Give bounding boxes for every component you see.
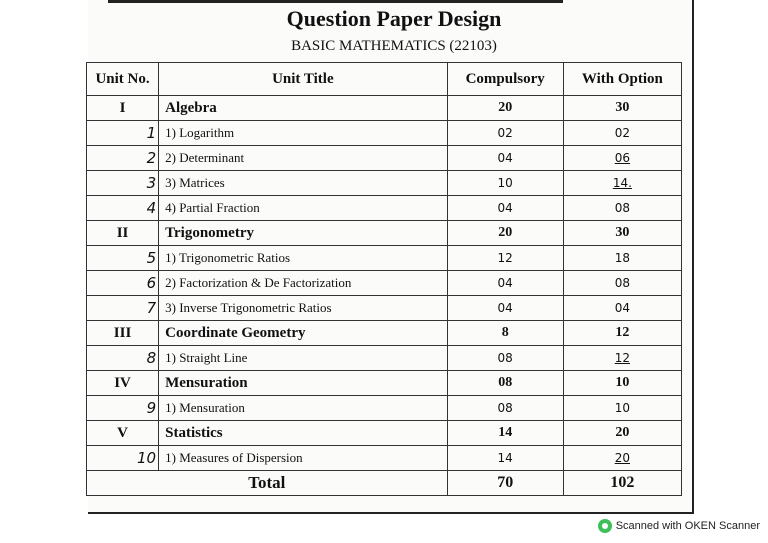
topic-row bbox=[87, 296, 682, 321]
topic-compulsory: 02 bbox=[447, 121, 563, 146]
unit-title: Trigonometry bbox=[159, 221, 447, 246]
topic-title: 2) Factorization & De Factorization bbox=[159, 271, 447, 296]
topic-title: 3) Matrices bbox=[159, 171, 447, 196]
unit-option: 30 bbox=[563, 221, 681, 246]
topic-row bbox=[87, 271, 682, 296]
topic-option: 20 bbox=[563, 446, 681, 471]
topic-compulsory: 12 bbox=[447, 246, 563, 271]
topic-row bbox=[87, 171, 682, 196]
scanner-logo-icon bbox=[598, 519, 612, 533]
unit-option: 10 bbox=[563, 371, 681, 396]
topic-option: 04 bbox=[563, 296, 681, 321]
total-option: 102 bbox=[563, 471, 681, 496]
question-paper-table bbox=[86, 62, 682, 496]
topic-compulsory: 08 bbox=[447, 346, 563, 371]
topic-handwritten-number: 2 bbox=[87, 146, 159, 171]
unit-title: Algebra bbox=[159, 96, 447, 121]
topic-option: 06 bbox=[563, 146, 681, 171]
total-compulsory: 70 bbox=[447, 471, 563, 496]
topic-row bbox=[87, 246, 682, 271]
topic-handwritten-number: 10 bbox=[87, 446, 159, 471]
topic-title: 4) Partial Fraction bbox=[159, 196, 447, 221]
header-compulsory: Compulsory bbox=[447, 63, 563, 96]
topic-row bbox=[87, 396, 682, 421]
topic-row bbox=[87, 346, 682, 371]
topic-compulsory: 08 bbox=[447, 396, 563, 421]
topic-option: 14. bbox=[563, 171, 681, 196]
topic-option: 12 bbox=[563, 346, 681, 371]
unit-number: I bbox=[87, 96, 159, 121]
unit-compulsory: 20 bbox=[447, 96, 563, 121]
topic-option: 18 bbox=[563, 246, 681, 271]
topic-title: 1) Trigonometric Ratios bbox=[159, 246, 447, 271]
scanner-watermark-text: Scanned with OKEN Scanner bbox=[615, 520, 760, 532]
page-subtitle: BASIC MATHEMATICS (22103) bbox=[291, 38, 497, 54]
topic-title: 1) Straight Line bbox=[159, 346, 447, 371]
topic-row bbox=[87, 121, 682, 146]
unit-row bbox=[87, 421, 682, 446]
unit-title: Statistics bbox=[159, 421, 447, 446]
unit-compulsory: 8 bbox=[447, 321, 563, 346]
topic-handwritten-number: 6 bbox=[87, 271, 159, 296]
topic-title: 1) Measures of Dispersion bbox=[159, 446, 447, 471]
unit-title: Mensuration bbox=[159, 371, 447, 396]
topic-option: 08 bbox=[563, 271, 681, 296]
unit-option: 30 bbox=[563, 96, 681, 121]
topic-compulsory: 04 bbox=[447, 296, 563, 321]
topic-title: 3) Inverse Trigonometric Ratios bbox=[159, 296, 447, 321]
header-unit-title: Unit Title bbox=[159, 63, 447, 96]
topic-title: 1) Logarithm bbox=[159, 121, 447, 146]
unit-row bbox=[87, 221, 682, 246]
unit-compulsory: 20 bbox=[447, 221, 563, 246]
topic-title: 1) Mensuration bbox=[159, 396, 447, 421]
topic-row bbox=[87, 446, 682, 471]
topic-handwritten-number: 9 bbox=[87, 396, 159, 421]
table-header-row bbox=[87, 63, 682, 96]
unit-compulsory: 08 bbox=[447, 371, 563, 396]
topic-option: 02 bbox=[563, 121, 681, 146]
top-rule bbox=[108, 0, 563, 3]
topic-title: 2) Determinant bbox=[159, 146, 447, 171]
unit-option: 12 bbox=[563, 321, 681, 346]
topic-handwritten-number: 1 bbox=[87, 121, 159, 146]
unit-row bbox=[87, 371, 682, 396]
unit-row bbox=[87, 321, 682, 346]
topic-compulsory: 04 bbox=[447, 146, 563, 171]
unit-number: V bbox=[87, 421, 159, 446]
unit-title: Coordinate Geometry bbox=[159, 321, 447, 346]
topic-option: 08 bbox=[563, 196, 681, 221]
header-unit-no: Unit No. bbox=[87, 63, 159, 96]
topic-row bbox=[87, 146, 682, 171]
unit-option: 20 bbox=[563, 421, 681, 446]
topic-handwritten-number: 4 bbox=[87, 196, 159, 221]
unit-row bbox=[87, 96, 682, 121]
topic-row bbox=[87, 196, 682, 221]
total-label: Total bbox=[87, 471, 448, 496]
topic-handwritten-number: 8 bbox=[87, 346, 159, 371]
topic-option: 10 bbox=[563, 396, 681, 421]
header-with-option: With Option bbox=[563, 63, 681, 96]
topic-handwritten-number: 7 bbox=[87, 296, 159, 321]
topic-handwritten-number: 3 bbox=[87, 171, 159, 196]
topic-compulsory: 04 bbox=[447, 196, 563, 221]
unit-number: II bbox=[87, 221, 159, 246]
topic-handwritten-number: 5 bbox=[87, 246, 159, 271]
topic-compulsory: 14 bbox=[447, 446, 563, 471]
unit-number: III bbox=[87, 321, 159, 346]
unit-number: IV bbox=[87, 371, 159, 396]
topic-compulsory: 10 bbox=[447, 171, 563, 196]
page-title: Question Paper Design bbox=[286, 6, 502, 31]
scanner-watermark bbox=[598, 519, 760, 533]
topic-compulsory: 04 bbox=[447, 271, 563, 296]
total-row bbox=[87, 471, 682, 496]
unit-compulsory: 14 bbox=[447, 421, 563, 446]
